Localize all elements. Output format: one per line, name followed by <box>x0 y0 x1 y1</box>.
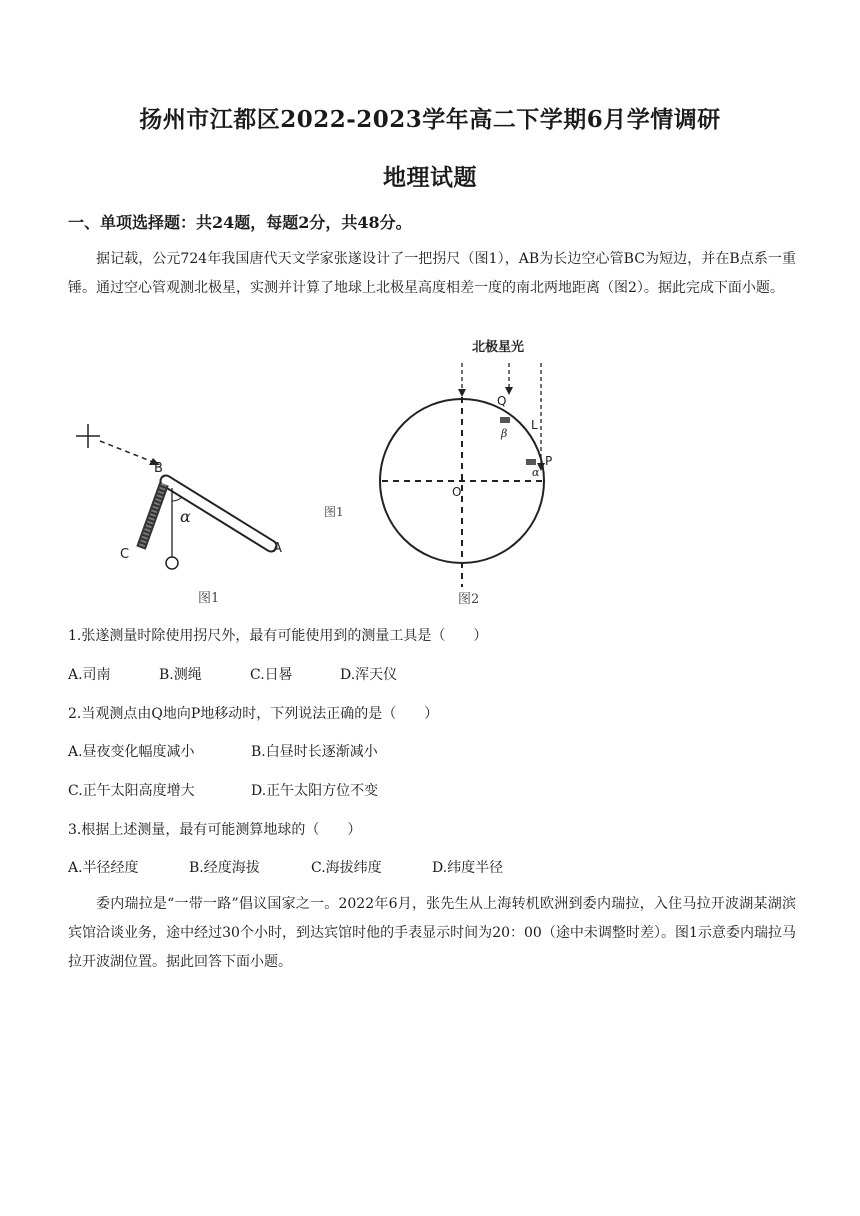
observer-p-marker <box>526 459 536 465</box>
question-2-options-row-1 <box>68 741 378 761</box>
label-p: P <box>545 454 553 468</box>
q3-option-d: D.纬度半径 <box>432 860 504 876</box>
q3-option-b: B.经度海拔 <box>189 860 260 876</box>
figure-2-caption: 图2 <box>458 592 480 607</box>
plumb-bob <box>166 557 178 569</box>
figure-2-diagram <box>368 333 568 608</box>
label-a: A <box>273 541 282 556</box>
label-o: O <box>452 485 462 499</box>
question-1-stem: 1.张遂测量时除使用拐尺外，最有可能使用到的测量工具是（ ） <box>68 628 488 644</box>
passage-1: 据记载，公元724年我国唐代天文学家张遂设计了一把拐尺（图1），AB为长边空心管BC为短边，并在B点系一重锤。通过空心管观测北极星，实测并计算了地球上北极星高度相差一度的南北两地距离（图2）。据此完成下面小题。 <box>68 251 796 296</box>
q3-option-c: C.海拔纬度 <box>311 860 382 876</box>
q1-option-d: D.浑天仪 <box>340 667 398 683</box>
document-subtitle: 地理试题 <box>383 164 477 191</box>
q2-option-a: A.昼夜变化幅度减小 <box>68 744 195 760</box>
q3-option-a: A.半径经度 <box>68 860 139 876</box>
star-icon <box>76 424 100 448</box>
document-title: 扬州市江都区2022-2023学年高二下学期6月学情调研 <box>139 106 721 133</box>
figure-1-caption: 图1 <box>198 591 220 606</box>
label-q: Q <box>497 394 507 408</box>
observer-q-marker <box>500 417 510 423</box>
question-2-options-row-2 <box>68 780 378 800</box>
label-c: C <box>120 547 130 562</box>
question-2-stem: 2.当观测点由Q地向P地移动时，下列说法正确的是（ ） <box>68 706 439 722</box>
passage-2: 委内瑞拉是“一带一路”倡议国家之一。2022年6月，张先生从上海转机欧洲到委内瑞拉，入住马拉开波湖某湖滨宾馆洽谈业务，途中经过30个小时，到达宾馆时他的手表显示时间为20：00（途中未调整时差）。图1示意委内瑞拉马拉开波湖位置。据此回答下面小题。 <box>68 896 796 970</box>
question-3-stem: 3.根据上述测量，最有可能测算地球的（ ） <box>68 822 362 838</box>
label-alpha: α <box>180 507 191 526</box>
q2-option-c: C.正午太阳高度增大 <box>68 783 195 799</box>
label-beta: β <box>501 427 508 440</box>
q1-option-c: C.日晷 <box>250 667 293 683</box>
q2-option-b: B.白昼时长逐渐减小 <box>251 744 378 760</box>
q2-option-d: D.正午太阳方位不变 <box>251 783 379 799</box>
q1-option-a: A.司南 <box>68 667 111 683</box>
q1-option-b: B.测绳 <box>159 667 202 683</box>
label-alpha-2: α <box>532 466 540 479</box>
figure-label-middle: 图1 <box>324 505 344 519</box>
polaris-light-label: 北极星光 <box>472 340 525 355</box>
figure-1-diagram <box>68 338 298 608</box>
question-1-options <box>68 664 397 684</box>
section-heading: 一、单项选择题：共24题，每题2分，共48分。 <box>68 213 412 232</box>
sight-line <box>100 441 158 464</box>
label-l: L <box>531 418 538 432</box>
question-3-options <box>68 857 503 877</box>
label-b: B <box>154 461 163 476</box>
